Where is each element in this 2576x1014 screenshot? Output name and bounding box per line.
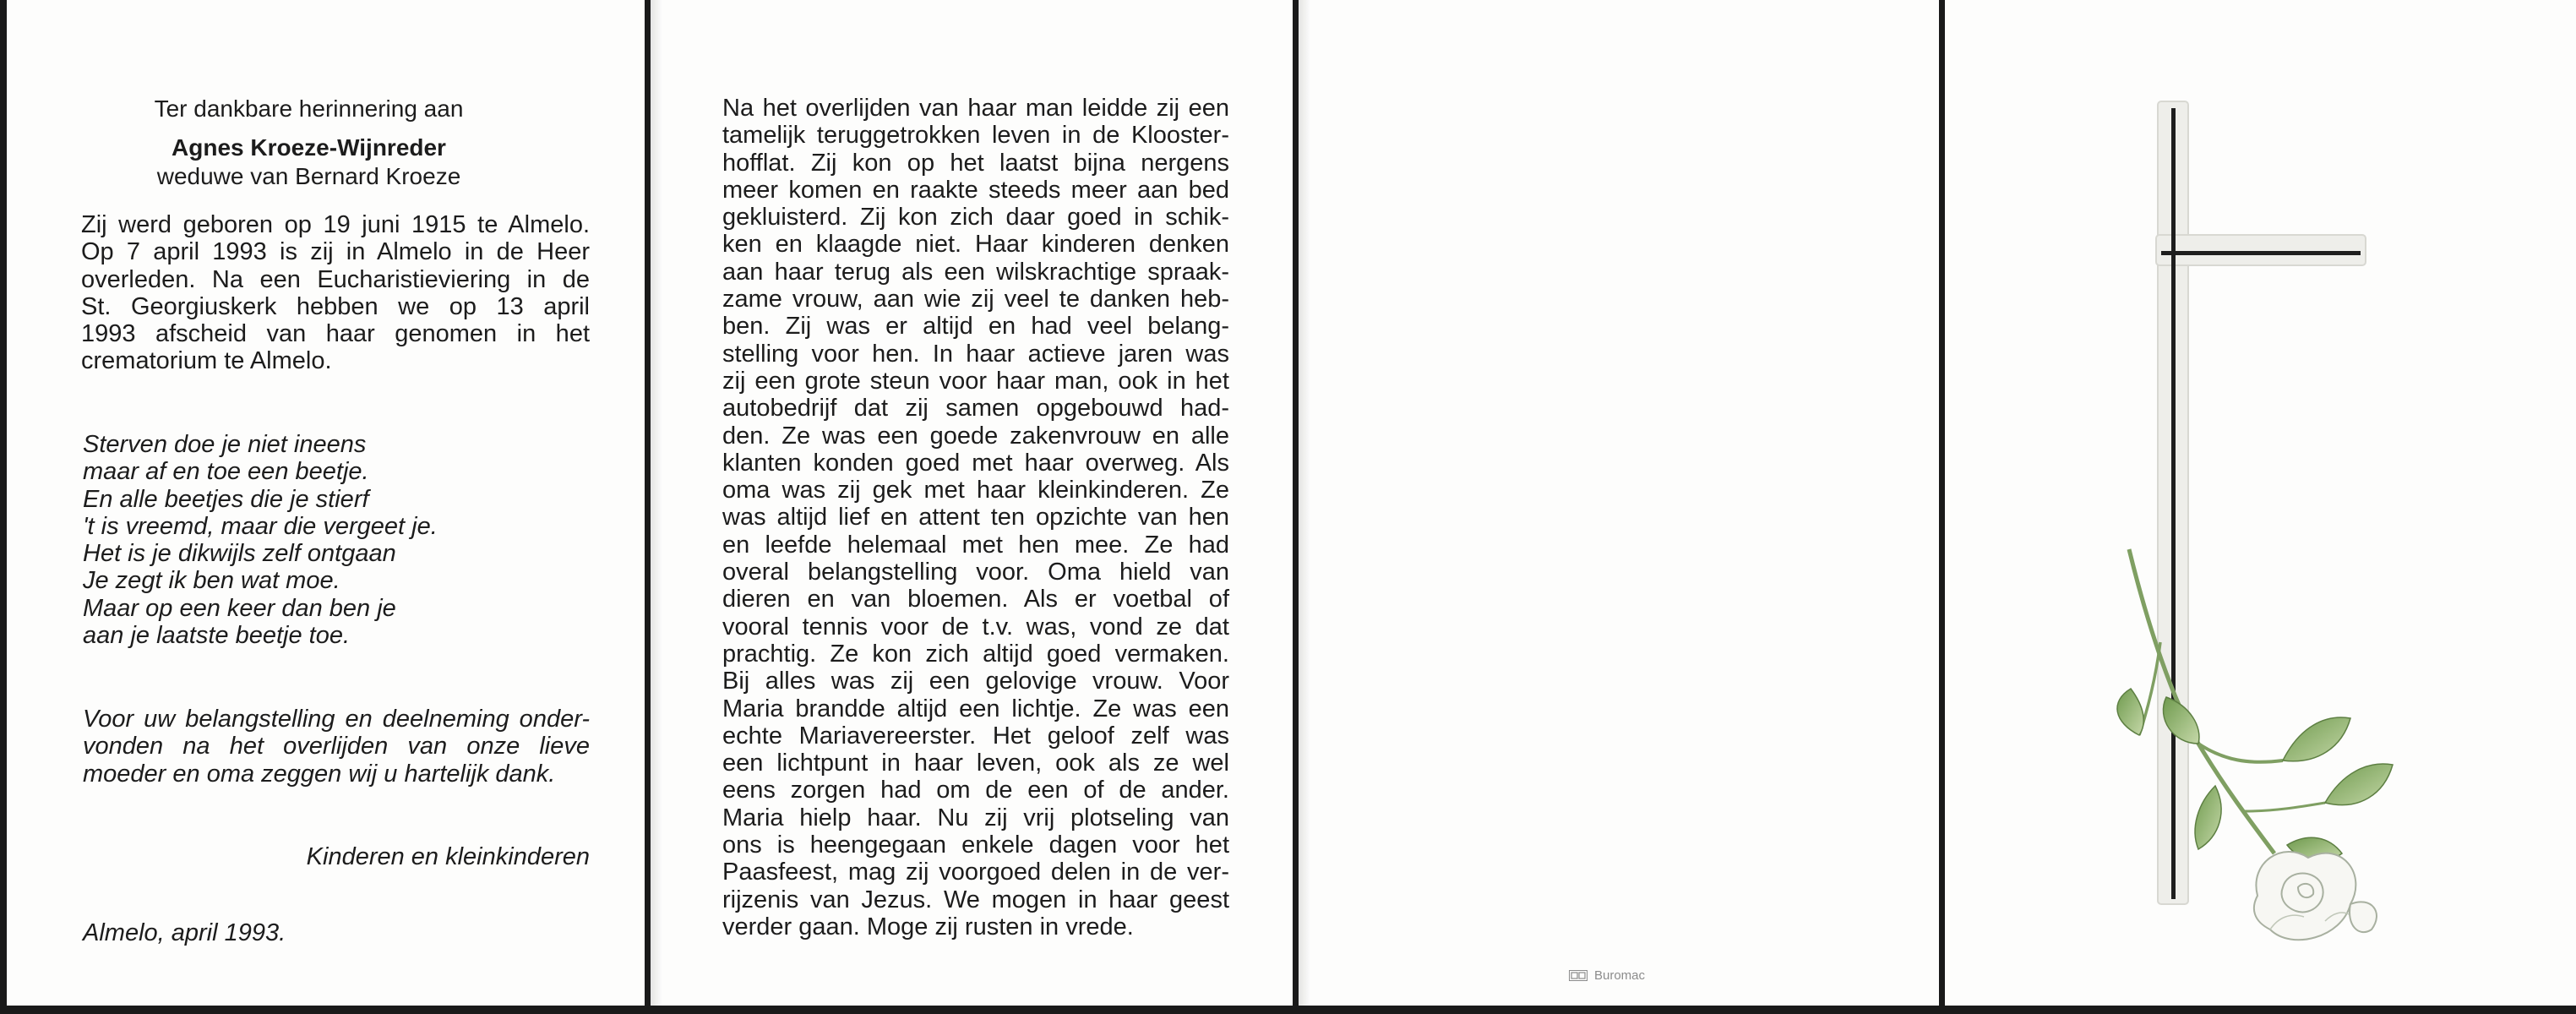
intro-line: Ter dankbare herinnering aan — [154, 95, 464, 122]
story-line: echte Mariavereerster. Het geloof zelf was — [722, 722, 1229, 750]
story-line: een lichtpunt in haar leven, ook als ze wel — [722, 750, 1229, 777]
story-line: Maria brandde altijd een lichtje. Ze was een — [722, 695, 1229, 722]
thanks-line: Voor uw belangstelling en deelneming onder- — [83, 706, 590, 733]
poem-line: Je zegt ik ben wat moe. — [83, 567, 340, 595]
biography-paragraph — [81, 211, 590, 375]
card-panel-left — [7, 0, 645, 1006]
story-line: overal belangstelling voor. Oma hield van — [722, 559, 1229, 586]
story-line: en leefde helemaal met hen mee. Ze had — [722, 531, 1229, 559]
story-line: eens zorgen had om de een of de ander. — [722, 777, 1229, 804]
thanks-line: moeder en oma zeggen wij u hartelijk dank. — [83, 760, 556, 788]
story-line: ons is heengegaan enkele dagen voor het — [722, 831, 1229, 859]
poem — [83, 431, 607, 649]
signatories: Kinderen en kleinkinderen — [306, 843, 590, 870]
thanks-line: vonden na het overlijden van onze lieve — [83, 733, 590, 760]
fold-shadow — [1299, 0, 1310, 1006]
story-line: klanten konden goed met haar overweg. Als — [722, 449, 1229, 477]
poem-line: En alle beetjes die je stierf — [83, 485, 369, 513]
life-story-paragraph — [722, 95, 1229, 940]
story-line: zij een grote steun voor haar man, ook in het — [722, 367, 1229, 395]
story-line: Bij alles was zij een gelovige vrouw. Voor — [722, 668, 1229, 695]
story-line: aan haar terug als een wilskrachtige spraak- — [722, 258, 1229, 286]
story-line: zame vrouw, aan wie zij veel te danken heb- — [722, 286, 1229, 313]
bio-line: crematorium te Almelo. — [81, 347, 332, 375]
story-line: meer komen en raakte steeds meer aan bed — [722, 176, 1229, 204]
bio-line: St. Georgiuskerk hebben we op 13 april — [81, 292, 590, 320]
bio-line: Op 7 april 1993 is zij in Almelo in de Heer — [81, 238, 590, 266]
printer-mark — [1569, 968, 1645, 983]
fold-shadow — [651, 0, 662, 1006]
story-line: vooral tennis voor de t.v. was, vond ze dat — [722, 613, 1229, 641]
story-line: gekluisterd. Zij kon zich daar goed in schik- — [722, 204, 1229, 232]
bio-line: overleden. Na een Eucharistieviering in de — [81, 265, 590, 293]
thanks-paragraph — [83, 706, 590, 788]
card-panel-middle — [651, 0, 1293, 1006]
printer-name: Buromac — [1594, 968, 1646, 983]
poem-line: maar af en toe een beetje. — [83, 458, 369, 486]
story-line: autobedrijf dat zij samen opgebouwd had- — [722, 395, 1229, 422]
story-line: Na het overlijden van haar man leidde zij een — [722, 95, 1229, 122]
poem-line: Het is je dikwijls zelf ontgaan — [83, 540, 396, 568]
story-line: stelling voor hen. In haar actieve jaren was — [722, 340, 1229, 368]
widow-of-line: weduwe van Bernard Kroeze — [156, 163, 461, 189]
story-line: Maria hielp haar. Nu zij vrij plotseling van — [722, 804, 1229, 831]
story-line: tamelijk teruggetrokken leven in de Klooster- — [722, 122, 1229, 150]
poem-line: Maar op een keer dan ben je — [83, 594, 396, 622]
place-date: Almelo, april 1993. — [83, 919, 286, 946]
story-line: rijzenis van Jezus. We mogen in haar geest — [722, 886, 1229, 913]
story-line: hofflat. Zij kon op het laatst bijna nergens — [722, 149, 1229, 177]
poem-line: 't is vreemd, maar die vergeet je. — [83, 512, 438, 540]
buromac-logo-icon — [1569, 970, 1588, 981]
story-line: dieren en van bloemen. Als er voetbal of — [722, 586, 1229, 613]
bio-line: 1993 afscheid van haar genomen in het — [81, 320, 590, 348]
deceased-name: Agnes Kroeze-Wijnreder — [172, 134, 446, 161]
story-line: verder gaan. Moge zij rusten in vrede. — [722, 913, 1134, 940]
story-line: prachtig. Ze kon zich altijd goed vermaken. — [722, 640, 1229, 668]
story-line: den. Ze was een goede zakenvrouw en alle — [722, 422, 1229, 450]
card-panel-back — [1299, 0, 1939, 1006]
story-line: Paasfeest, mag zij voorgoed delen in de ver- — [722, 859, 1229, 886]
story-line: was altijd lief en attent ten opzichte van hen — [722, 504, 1229, 532]
card-panel-front — [1945, 0, 2576, 1006]
bio-line: Zij werd geboren op 19 juni 1915 te Almelo. — [81, 211, 590, 238]
story-line: oma was zij gek met haar kleinkinderen. Ze — [722, 477, 1229, 504]
poem-line: aan je laatste beetje toe. — [83, 622, 351, 650]
story-line: ben. Zij was er altijd en had veel belang- — [722, 313, 1229, 341]
story-line: ken en klaagde niet. Haar kinderen denken — [722, 231, 1229, 259]
poem-line: Sterven doe je niet ineens — [83, 431, 367, 458]
cross-with-rose-icon — [1945, 0, 2576, 1006]
